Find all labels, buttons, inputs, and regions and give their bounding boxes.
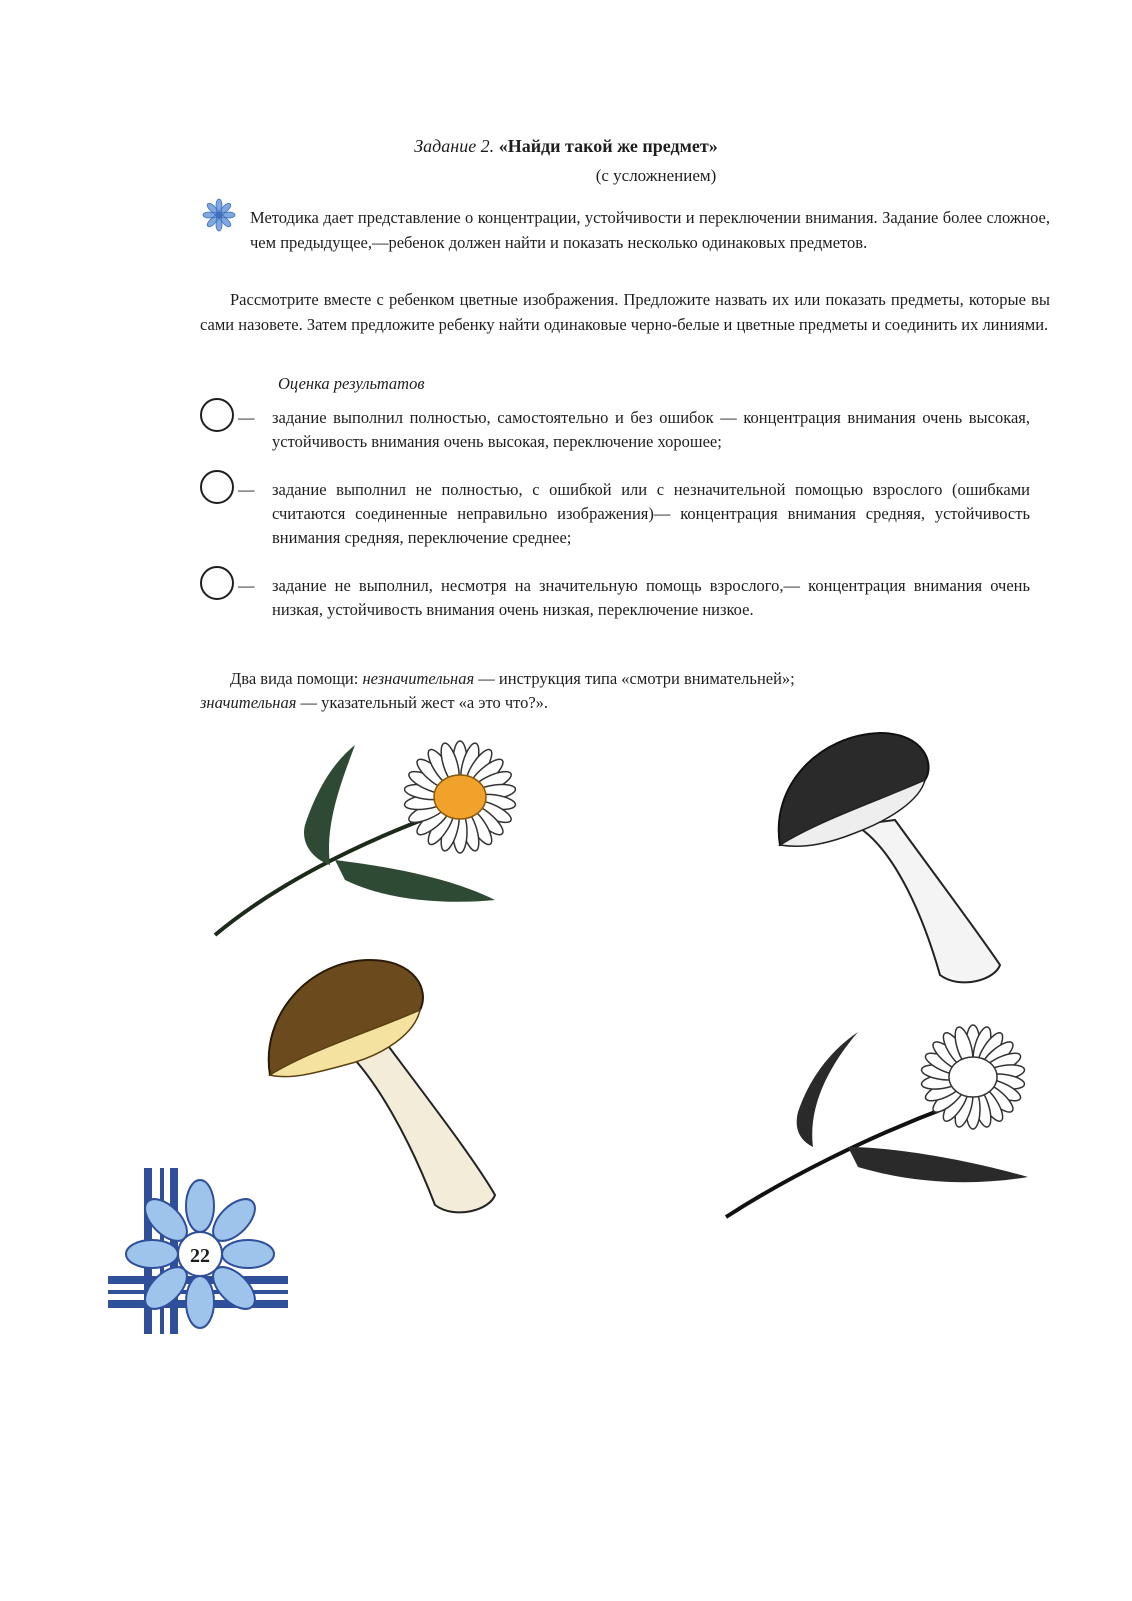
checkbox-circle[interactable] xyxy=(200,398,234,432)
leaf-shape xyxy=(304,745,355,865)
help-lead: Два вида помощи: xyxy=(230,669,359,688)
evaluation-item-medium: — задание выполнил не полностью, с ошибкой или с незначительной помощью взрослого (ошибками считаются соединенные неправильно изображения)— концентрация внимания средняя, устойчивость внимания средняя, переключение среднее; xyxy=(200,478,1030,550)
bw-daisy-image[interactable] xyxy=(718,1012,1048,1227)
help-minor-desc: — инструкция типа «смотри внимательней»; xyxy=(478,669,795,688)
evaluation-text: задание не выполнил, несмотря на значительную помощь взрослого,— концентрация внимания очень низкая, устойчивость внимания очень низкая, переключение низкое. xyxy=(272,576,1030,619)
page-number: 22 xyxy=(190,1245,210,1267)
help-minor-term: незначительная xyxy=(362,669,475,688)
color-daisy-image[interactable] xyxy=(205,725,545,945)
checkbox-circle[interactable] xyxy=(200,566,234,600)
task-name: «Найди такой же предмет» xyxy=(498,136,718,156)
leaf-shape xyxy=(848,1147,1028,1182)
evaluation-item-low: — задание не выполнил, несмотря на значительную помощь взрослого,— концентрация внимания очень низкая, устойчивость внимания очень низкая, переключение низкое. xyxy=(200,574,1030,622)
page-number-decoration xyxy=(108,1168,288,1334)
leaf-shape xyxy=(797,1032,858,1147)
daisy-flower xyxy=(404,741,517,853)
evaluation-item-high: — задание выполнил полностью, самостоятельно и без ошибок — концентрация внимания очень высокая, устойчивость внимания очень высокая, переключение хорошее; xyxy=(200,406,1030,454)
color-mushroom-image[interactable] xyxy=(260,955,520,1235)
task-number: Задание 2. xyxy=(414,136,495,156)
instructions-text: Рассмотрите вместе с ребенком цветные изображения. Предложите назвать их или показать предметы, которые вы сами назовете. Затем предложите ребенку найти одинаковые черно-белые и цветные предметы и соединить их линиями. xyxy=(200,290,1050,334)
intro-text: Методика дает представление о концентрации, устойчивости и переключении внимания. Задание более сложное, чем предыдущее,—ребенок должен найти и показать несколько одинаковых предметов. xyxy=(250,208,1050,252)
evaluation-text: задание выполнил полностью, самостоятельно и без ошибок — концентрация внимания очень высокая, устойчивость внимания очень высокая, переключение хорошее; xyxy=(272,408,1030,451)
help-major-term: значительная xyxy=(200,693,297,712)
bw-mushroom-image[interactable] xyxy=(760,725,1020,1005)
leaf-shape xyxy=(335,860,495,902)
evaluation-text: задание выполнил не полностью, с ошибкой или с незначительной помощью взрослого (ошибками считаются соединенные неправильно изображения)— концентрация внимания средняя, устойчивость внимания средняя, переключение среднее; xyxy=(272,480,1030,547)
help-types xyxy=(200,667,1050,715)
checkbox-circle[interactable] xyxy=(200,470,234,504)
task-title xyxy=(0,136,1132,157)
task-subtitle: (с усложнением) xyxy=(595,166,717,185)
flower-bullet-icon xyxy=(202,198,236,232)
help-major-desc: — указательный жест «а это что?». xyxy=(300,693,549,712)
evaluation-heading: Оценка результатов xyxy=(278,374,425,393)
